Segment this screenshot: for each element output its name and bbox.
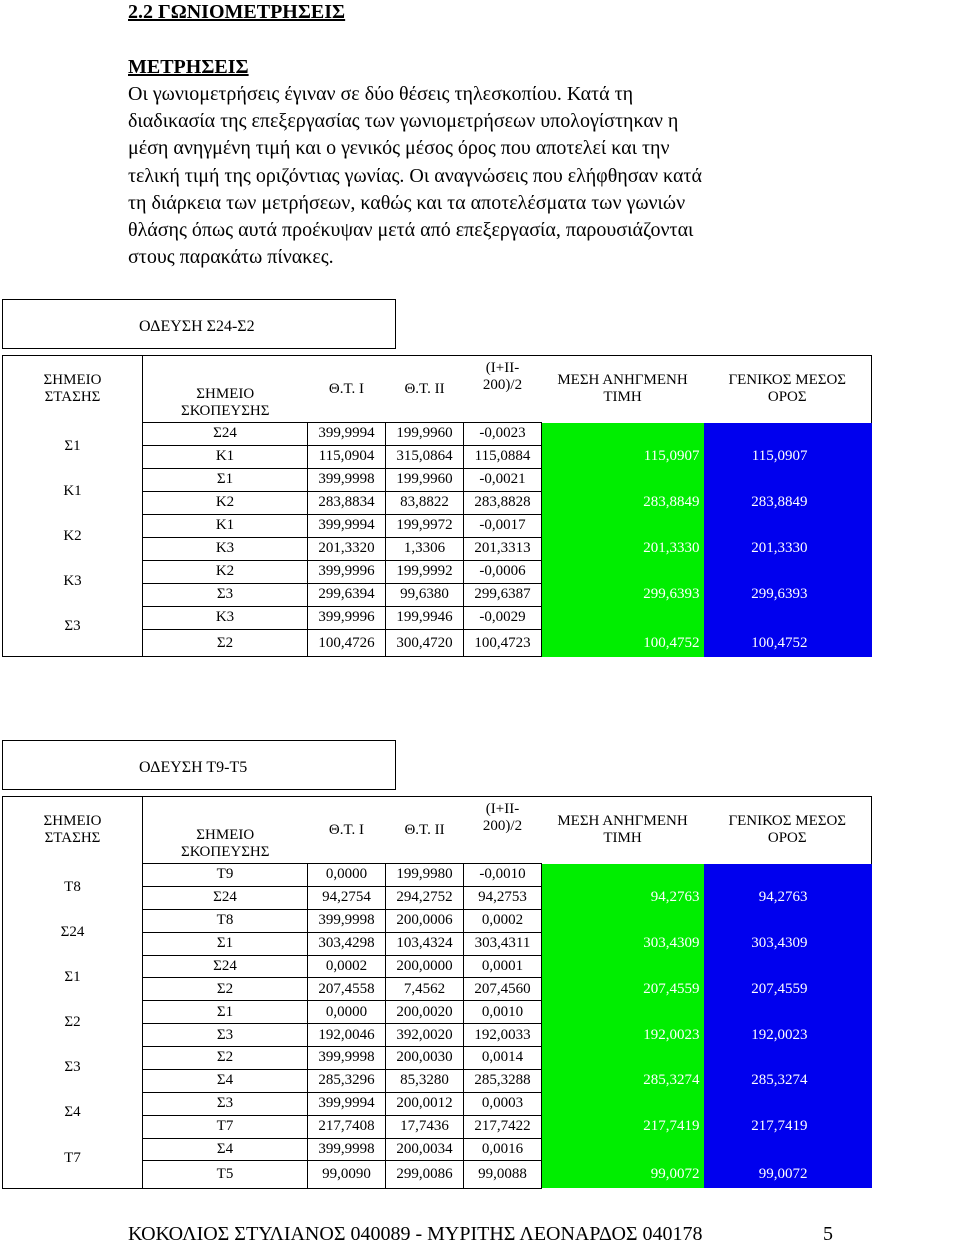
footer-authors: ΚΟΚΟΛΙΟΣ ΣΤΥΛΙΑΝΟΣ 040089 - ΜΥΡΙΤΗΣ ΛΕΟΝΑΡΔΟΣ 040178: [128, 1222, 703, 1246]
intro-paragraph: [128, 81, 848, 271]
reduced-value: -0,0017: [464, 514, 542, 537]
header-spacer: [872, 356, 960, 423]
mean-value: [542, 1047, 704, 1070]
traverse1-title: ΟΔΕΥΣΗ Σ24-Σ2: [139, 318, 255, 336]
target-point: Σ4: [143, 1069, 308, 1092]
target-point: Σ24: [143, 423, 308, 446]
face2-reading: 200,0006: [386, 909, 464, 932]
mean-value: 299,6393: [542, 583, 704, 606]
general-mean-value: [704, 955, 872, 978]
mean-value: 99,0072: [542, 1161, 704, 1188]
mean-value: [542, 1001, 704, 1024]
row-spacer: [872, 1161, 960, 1188]
reduced-value: 192,0033: [464, 1024, 542, 1047]
face1-reading: 201,3320: [308, 537, 386, 560]
header-face-2: [386, 356, 464, 423]
station-label: Τ7: [3, 1143, 142, 1188]
face1-reading: 94,2754: [308, 886, 386, 909]
reduced-value: 94,2753: [464, 886, 542, 909]
target-point: Κ3: [143, 606, 308, 629]
table-row: [3, 468, 960, 491]
face2-reading: 200,0030: [386, 1047, 464, 1070]
general-mean-value: [704, 514, 872, 537]
face1-reading: 399,9998: [308, 1047, 386, 1070]
table-row: [3, 886, 960, 909]
general-mean-value: 299,6393: [704, 583, 872, 606]
mean-value: [542, 1092, 704, 1115]
mean-value: [542, 606, 704, 629]
traverse2-table: [2, 796, 960, 1189]
general-mean-value: [704, 468, 872, 491]
face2-reading: 200,0012: [386, 1092, 464, 1115]
traverse2-title-box: [2, 740, 396, 790]
target-point: Τ9: [143, 864, 308, 887]
station-label: Τ8: [3, 872, 142, 917]
face2-reading: 199,9960: [386, 423, 464, 446]
paragraph-line: στους παρακάτω πίνακες.: [128, 244, 848, 271]
face2-reading: 99,6380: [386, 583, 464, 606]
header-mean-line1: ΜΕΣΗ ΑΝΗΓΜΕΝΗ: [542, 372, 704, 389]
face2-reading: 300,4720: [386, 629, 464, 657]
face2-reading: 392,0020: [386, 1024, 464, 1047]
header-target-line2: ΣΚΟΠΕΥΣΗΣ: [143, 403, 308, 420]
table-row: [3, 583, 960, 606]
face1-reading: 285,3296: [308, 1069, 386, 1092]
row-spacer: [872, 909, 960, 932]
face2-reading: 83,8822: [386, 491, 464, 514]
table-row: [3, 978, 960, 1001]
header-reduced: [464, 356, 542, 423]
table-row: [3, 606, 960, 629]
target-point: Τ7: [143, 1115, 308, 1138]
face1-reading: 399,9996: [308, 560, 386, 583]
target-point: Κ3: [143, 537, 308, 560]
general-mean-value: [704, 606, 872, 629]
face1-reading: 399,9994: [308, 1092, 386, 1115]
target-point: Σ2: [143, 978, 308, 1001]
reduced-value: 207,4560: [464, 978, 542, 1001]
table-row: [3, 445, 960, 468]
face1-reading: 0,0002: [308, 955, 386, 978]
table-row: [3, 955, 960, 978]
row-spacer: [872, 1047, 960, 1070]
row-spacer: [872, 1115, 960, 1138]
header-spacer: [872, 797, 960, 864]
mean-value: 217,7419: [542, 1115, 704, 1138]
target-point: Κ1: [143, 514, 308, 537]
table-row: [3, 1138, 960, 1161]
station-label: Σ3: [3, 611, 142, 656]
face1-reading: 399,9998: [308, 909, 386, 932]
general-mean-value: 303,4309: [704, 932, 872, 955]
header-mean: [542, 797, 704, 864]
header-general-line1: ΓΕΝΙΚΟΣ ΜΕΣΟΣ: [704, 813, 872, 830]
mean-value: [542, 514, 704, 537]
header-reduced-line2: 200)/2: [464, 377, 542, 394]
reduced-value: -0,0021: [464, 468, 542, 491]
row-spacer: [872, 606, 960, 629]
face2-reading: 315,0864: [386, 445, 464, 468]
row-spacer: [872, 560, 960, 583]
traverse1-title-box: [2, 299, 396, 349]
face1-reading: 100,4726: [308, 629, 386, 657]
header-station-line2: ΣΤΑΣΗΣ: [3, 830, 142, 847]
reduced-value: 0,0010: [464, 1001, 542, 1024]
face2-reading: 200,0034: [386, 1138, 464, 1161]
face2-reading: 199,9972: [386, 514, 464, 537]
header-face-2-line1: Θ.Τ. ΙΙ: [386, 822, 464, 839]
general-mean-value: 207,4559: [704, 978, 872, 1001]
general-mean-value: [704, 1138, 872, 1161]
table-row: [3, 1161, 960, 1188]
header-face-1-line1: Θ.Τ. Ι: [308, 381, 386, 398]
general-mean-value: [704, 864, 872, 887]
header-station-line1: ΣΗΜΕΙΟ: [3, 813, 142, 830]
station-label: Σ1: [3, 962, 142, 1007]
mean-value: 115,0907: [542, 445, 704, 468]
table-row: [3, 1115, 960, 1138]
mean-value: 303,4309: [542, 932, 704, 955]
target-point: Σ24: [143, 955, 308, 978]
target-point: Σ2: [143, 1047, 308, 1070]
face2-reading: 7,4562: [386, 978, 464, 1001]
face1-reading: 217,7408: [308, 1115, 386, 1138]
face1-reading: 399,9998: [308, 1138, 386, 1161]
traverse1-table: [2, 355, 960, 657]
general-mean-value: 94,2763: [704, 886, 872, 909]
reduced-value: 217,7422: [464, 1115, 542, 1138]
header-general-line2: ΟΡΟΣ: [704, 830, 872, 847]
row-spacer: [872, 1069, 960, 1092]
general-mean-value: 283,8849: [704, 491, 872, 514]
general-mean-value: 100,4752: [704, 629, 872, 657]
general-mean-value: 285,3274: [704, 1069, 872, 1092]
target-point: Κ1: [143, 445, 308, 468]
mean-value: 100,4752: [542, 629, 704, 657]
header-reduced: [464, 797, 542, 864]
general-mean-value: [704, 423, 872, 446]
mean-value: [542, 1138, 704, 1161]
mean-value: [542, 864, 704, 887]
page-number: 5: [823, 1222, 833, 1246]
general-mean-value: [704, 560, 872, 583]
table-row: [3, 560, 960, 583]
station-label: Σ3: [3, 1052, 142, 1097]
face1-reading: 115,0904: [308, 445, 386, 468]
face2-reading: 17,7436: [386, 1115, 464, 1138]
face2-reading: 200,0000: [386, 955, 464, 978]
mean-value: 94,2763: [542, 886, 704, 909]
reduced-value: 285,3288: [464, 1069, 542, 1092]
mean-value: 201,3330: [542, 537, 704, 560]
face1-reading: 399,9994: [308, 423, 386, 446]
header-face-1-line1: Θ.Τ. Ι: [308, 822, 386, 839]
face2-reading: 299,0086: [386, 1161, 464, 1188]
target-point: Τ5: [143, 1161, 308, 1188]
header-face-1: [308, 797, 386, 864]
table-row: [3, 1092, 960, 1115]
table-row: [3, 514, 960, 537]
row-spacer: [872, 629, 960, 657]
reduced-value: 303,4311: [464, 932, 542, 955]
header-reduced-line2: 200)/2: [464, 818, 542, 835]
reduced-value: 100,4723: [464, 629, 542, 657]
row-spacer: [872, 423, 960, 446]
general-mean-value: [704, 1092, 872, 1115]
mean-value: [542, 468, 704, 491]
row-spacer: [872, 468, 960, 491]
face1-reading: 303,4298: [308, 932, 386, 955]
general-mean-value: 192,0023: [704, 1024, 872, 1047]
header-mean-line1: ΜΕΣΗ ΑΝΗΓΜΕΝΗ: [542, 813, 704, 830]
station-column: [3, 864, 143, 1189]
target-point: Σ1: [143, 468, 308, 491]
row-spacer: [872, 491, 960, 514]
header-target: [143, 356, 308, 423]
header-target-line2: ΣΚΟΠΕΥΣΗΣ: [143, 844, 308, 861]
row-spacer: [872, 1138, 960, 1161]
target-point: Κ2: [143, 560, 308, 583]
row-spacer: [872, 1092, 960, 1115]
reduced-value: -0,0006: [464, 560, 542, 583]
station-label: Κ2: [3, 521, 142, 566]
row-spacer: [872, 1024, 960, 1047]
mean-value: 283,8849: [542, 491, 704, 514]
general-mean-value: [704, 1047, 872, 1070]
mean-value: [542, 423, 704, 446]
row-spacer: [872, 1001, 960, 1024]
face2-reading: 199,9946: [386, 606, 464, 629]
general-mean-value: 201,3330: [704, 537, 872, 560]
target-point: Σ1: [143, 932, 308, 955]
reduced-value: 299,6387: [464, 583, 542, 606]
header-general-line2: ΟΡΟΣ: [704, 389, 872, 406]
face1-reading: 0,0000: [308, 1001, 386, 1024]
station-label: Σ1: [3, 431, 142, 476]
face2-reading: 200,0020: [386, 1001, 464, 1024]
header-reduced-line1: (Ι+ΙΙ-: [464, 801, 542, 818]
header-station: [3, 356, 143, 423]
header-station-line2: ΣΤΑΣΗΣ: [3, 389, 142, 406]
face1-reading: 99,0090: [308, 1161, 386, 1188]
header-station-line1: ΣΗΜΕΙΟ: [3, 372, 142, 389]
reduced-value: 0,0014: [464, 1047, 542, 1070]
face1-reading: 0,0000: [308, 864, 386, 887]
table-row: [3, 629, 960, 657]
header-general: [704, 797, 872, 864]
mean-value: [542, 560, 704, 583]
row-spacer: [872, 864, 960, 887]
mean-value: 207,4559: [542, 978, 704, 1001]
target-point: Σ3: [143, 1024, 308, 1047]
station-label: Κ3: [3, 566, 142, 611]
target-point: Σ3: [143, 583, 308, 606]
table-row: [3, 537, 960, 560]
header-mean-line2: ΤΙΜΗ: [542, 830, 704, 847]
face1-reading: 283,8834: [308, 491, 386, 514]
general-mean-value: 217,7419: [704, 1115, 872, 1138]
station-label: Κ1: [3, 476, 142, 521]
face2-reading: 199,9992: [386, 560, 464, 583]
paragraph-line: τη διάρκεια των μετρήσεων, καθώς και τα αποτελέσματα των γωνιών: [128, 190, 848, 217]
table-row: [3, 909, 960, 932]
paragraph-line: διαδικασία της επεξεργασίας των γωνιομετρήσεων υπολογίστηκαν η: [128, 108, 848, 135]
header-station: [3, 797, 143, 864]
table-row: [3, 1069, 960, 1092]
mean-value: 285,3274: [542, 1069, 704, 1092]
header-target: [143, 797, 308, 864]
face2-reading: 199,9980: [386, 864, 464, 887]
face2-reading: 103,4324: [386, 932, 464, 955]
header-target-line1: ΣΗΜΕΙΟ: [143, 386, 308, 403]
target-point: Σ1: [143, 1001, 308, 1024]
table-row: [3, 491, 960, 514]
general-mean-value: 115,0907: [704, 445, 872, 468]
target-point: Σ2: [143, 629, 308, 657]
traverse2-title: ΟΔΕΥΣΗ Τ9-Τ5: [139, 759, 247, 777]
table-row: [3, 423, 960, 446]
reduced-value: -0,0023: [464, 423, 542, 446]
face1-reading: 207,4558: [308, 978, 386, 1001]
target-point: Σ24: [143, 886, 308, 909]
header-target-line1: ΣΗΜΕΙΟ: [143, 827, 308, 844]
general-mean-value: 99,0072: [704, 1161, 872, 1188]
face1-reading: 399,9994: [308, 514, 386, 537]
reduced-value: 0,0003: [464, 1092, 542, 1115]
row-spacer: [872, 514, 960, 537]
table-row: [3, 1001, 960, 1024]
row-spacer: [872, 955, 960, 978]
subheading: ΜΕΤΡΗΣΕΙΣ: [128, 54, 249, 80]
table-row: [3, 864, 960, 887]
reduced-value: 99,0088: [464, 1161, 542, 1188]
row-spacer: [872, 445, 960, 468]
face2-reading: 294,2752: [386, 886, 464, 909]
row-spacer: [872, 537, 960, 560]
face1-reading: 299,6394: [308, 583, 386, 606]
header-general-line1: ΓΕΝΙΚΟΣ ΜΕΣΟΣ: [704, 372, 872, 389]
paragraph-line: θλάσης όπως αυτά προέκυψαν μετά από επεξεργασία, παρουσιάζονται: [128, 217, 848, 244]
row-spacer: [872, 886, 960, 909]
paragraph-line: τελική τιμή της οριζόντιας γωνίας. Οι αναγνώσεις που ελήφθησαν κατά: [128, 163, 848, 190]
target-point: Σ3: [143, 1092, 308, 1115]
reduced-value: -0,0029: [464, 606, 542, 629]
face1-reading: 399,9998: [308, 468, 386, 491]
reduced-value: 115,0884: [464, 445, 542, 468]
mean-value: [542, 909, 704, 932]
face2-reading: 85,3280: [386, 1069, 464, 1092]
header-mean: [542, 356, 704, 423]
face1-reading: 192,0046: [308, 1024, 386, 1047]
table-row: [3, 1024, 960, 1047]
header-face-1: [308, 356, 386, 423]
table-row: [3, 932, 960, 955]
row-spacer: [872, 583, 960, 606]
target-point: Κ2: [143, 491, 308, 514]
row-spacer: [872, 932, 960, 955]
reduced-value: 283,8828: [464, 491, 542, 514]
header-face-2: [386, 797, 464, 864]
section-title: 2.2 ΓΩΝΙΟΜΕΤΡΗΣΕΙΣ: [128, 0, 345, 24]
paragraph-line: μέση ανηγμένη τιμή και ο γενικός μέσος όρος που αποτελεί και την: [128, 135, 848, 162]
target-point: Σ4: [143, 1138, 308, 1161]
station-column: [3, 423, 143, 657]
target-point: Τ8: [143, 909, 308, 932]
station-label: Σ4: [3, 1097, 142, 1142]
face1-reading: 399,9996: [308, 606, 386, 629]
reduced-value: 201,3313: [464, 537, 542, 560]
general-mean-value: [704, 909, 872, 932]
table-row: [3, 1047, 960, 1070]
mean-value: [542, 955, 704, 978]
general-mean-value: [704, 1001, 872, 1024]
row-spacer: [872, 978, 960, 1001]
paragraph-line: Οι γωνιομετρήσεις έγιναν σε δύο θέσεις τηλεσκοπίου. Κατά τη: [128, 81, 848, 108]
header-mean-line2: ΤΙΜΗ: [542, 389, 704, 406]
station-label: Σ24: [3, 917, 142, 962]
mean-value: 192,0023: [542, 1024, 704, 1047]
reduced-value: 0,0001: [464, 955, 542, 978]
header-face-2-line1: Θ.Τ. ΙΙ: [386, 381, 464, 398]
reduced-value: 0,0016: [464, 1138, 542, 1161]
face2-reading: 1,3306: [386, 537, 464, 560]
reduced-value: 0,0002: [464, 909, 542, 932]
reduced-value: -0,0010: [464, 864, 542, 887]
header-reduced-line1: (Ι+ΙΙ-: [464, 360, 542, 377]
station-label: Σ2: [3, 1007, 142, 1052]
header-general: [704, 356, 872, 423]
face2-reading: 199,9960: [386, 468, 464, 491]
